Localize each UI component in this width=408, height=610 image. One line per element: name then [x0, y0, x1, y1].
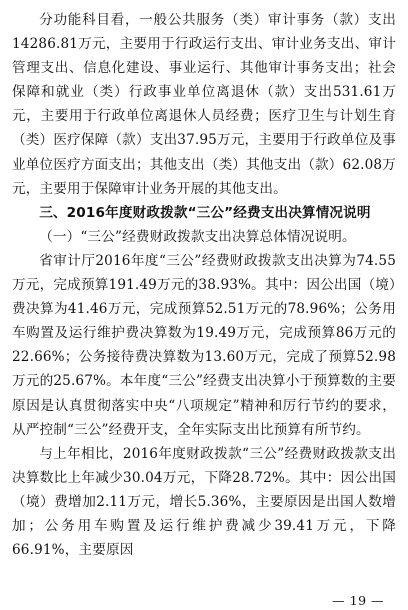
document-body: [12, 8, 396, 562]
sub-heading-overall: （一）“三公”经费财政拨款支出决算总体情况说明。: [39, 228, 356, 245]
page-number: — 19 —: [332, 593, 384, 608]
paragraph-year-compare: 与上年相比，2016年度财政拨款“三公”经费财政拨款支出决算数比上年减少30.04万元，下降28.72%。其中：因公出国（境）费增加2.11万元，增长5.36%，主要原因是出国人数增加；公务用车购置及运行维护费减少39.41万元，下降66.91%，主要原因: [12, 445, 396, 559]
paragraph-budget-detail: 省审计厅2016年度“三公”经费财政拨款支出决算为74.55万元，完成预算191.49万元的38.93%。其中：因公出国（境）费决算为41.46万元，完成预算52.51万元的78.96%；公务用车购置及运行维护费决算数为19.49万元，完成预算86万元的22.66%；公务接待费决算数为13.60万元，完成了预算52.98万元的25.67%。本年度“三公”经费支出决算小于预算数的主要原因是认真贯彻落实中央“八项规定”精神和厉行节约的要求，从严控制“三公”经费开支，全年实际支出比预算有所节约。: [12, 252, 396, 438]
section-heading-three-public: 三、2016年度财政拨款“三公”经费支出决算情况说明: [39, 204, 371, 221]
paragraph-functional-expenditure: 分功能科目看，一般公共服务（类）审计事务（款）支出14286.81万元，主要用于行政运行支出、审计业务支出、审计管理支出、信息化建设、事业运行、其他审计事务支出；社会保障和就业（类）行政事业单位离退休（款）支出531.61万元，主要用于行政单位离退休人员经费；医疗卫生与计划生育（类）医疗保障（款）支出37.95万元，主要用于行政单位及事业单位医疗方面支出；其他支出（类）其他支出（款）62.08万元，主要用于保障审计业务开展的其他支出。: [12, 12, 396, 197]
